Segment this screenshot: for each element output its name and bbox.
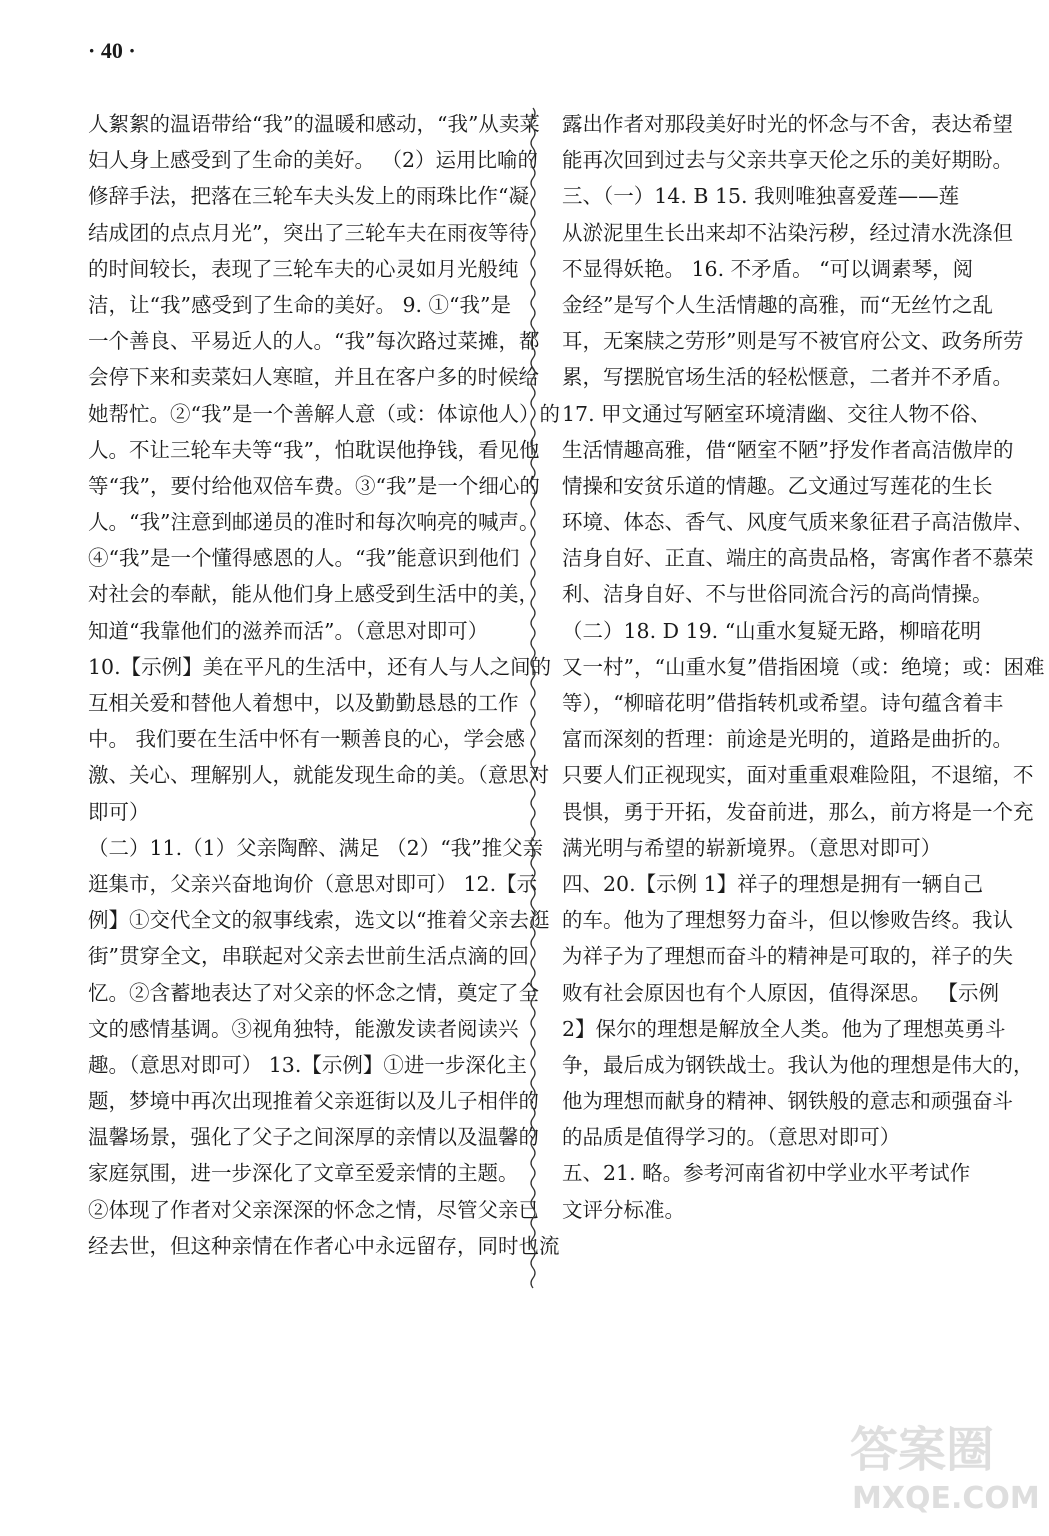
text-line: 败有社会原因也有个人原因，值得深思。 【示例 (562, 980, 1000, 1005)
text-line: 修辞手法，把落在三轮车夫头发上的雨珠比作“凝 (88, 184, 529, 209)
text-line: 的品质是值得学习的。（意思对即可） (562, 1125, 901, 1150)
text-line: 一个善良、平易近人的人。“我”每次路过菜摊，都 (88, 329, 540, 354)
text-line: 累，写摆脱官场生活的轻松惬意，二者并不矛盾。 (562, 365, 1013, 390)
text-line: 满光明与希望的崭新境界。（意思对即可） (562, 835, 942, 860)
watermark-logo-text: 答案圈 (850, 1422, 995, 1478)
text-line: 不显得妖艳。 16. 不矛盾。 “可以调素琴，阅 (562, 256, 974, 281)
text-line: 的时间较长，表现了三轮车夫的心灵如月光般纯 (88, 256, 519, 281)
text-line: 等），“柳暗花明”借指转机或希望。诗句蕴含着丰 (562, 691, 1004, 715)
text-line: 妇人身上感受到了生命的美好。 （2）运用比喻的 (88, 148, 539, 173)
text-line: 露出作者对那段美好时光的怀念与不舍，表达希望 (562, 112, 1013, 136)
text-line: 对社会的奉献，能从他们身上感受到生活中的美， (88, 582, 539, 607)
text-line: 文评分标准。 (562, 1197, 685, 1222)
text-line: 畏惧，勇于开拓，发奋前进，那么，前方将是一个充 (562, 799, 1034, 824)
text-line: 能再次回到过去与父亲共享天伦之乐的美好期盼。 (562, 148, 1013, 173)
text-line: 四、20.【示例 1】祥子的理想是拥有一辆自己 (562, 871, 984, 896)
text-line: 利、洁身自好、不与世俗同流合污的高尚情操。 (562, 582, 993, 607)
text-line: 温馨场景，强化了父子之间深厚的亲情以及温馨的 (88, 1125, 539, 1150)
text-line: 富而深刻的哲理：前途是光明的，道路是曲折的。 (562, 727, 1013, 752)
text-line: 互相关爱和替他人着想中，以及勤勤恳恳的工作 (88, 691, 519, 715)
text-line: 趣。（意思对即可） 13.【示例】①进一步深化主 (88, 1052, 527, 1077)
watermark-url: MXQE.COM (852, 1481, 1040, 1516)
text-line: 她帮忙。②“我”是一个善解人意（或：体谅他人）的 (88, 401, 560, 426)
text-line: 耳，无案牍之劳形”则是写不被官府公文、政务所劳 (562, 329, 1024, 354)
text-line: 知道“我靠他们的滋养而活”。（意思对即可） (88, 618, 489, 643)
text-line: 家庭氛围，进一步深化了文章至爱亲情的主题。 (88, 1161, 519, 1186)
text-line: 10.【示例】美在平凡的生活中，还有人与人之间的 (88, 654, 552, 679)
text-line: 2】保尔的理想是解放全人类。他为了理想英勇斗 (562, 1016, 1006, 1041)
text-line: ④“我”是一个懂得感恩的人。“我”能意识到他们 (88, 546, 520, 571)
text-line: 忆。②含蓄地表达了对父亲的怀念之情，奠定了全 (88, 980, 539, 1005)
text-line: 逛集市，父亲兴奋地询价（意思对即可） 12.【示 (88, 871, 538, 896)
left-column (88, 106, 560, 1264)
text-line: 中。 我们要在生活中怀有一颗善良的心，学会感 (88, 727, 526, 752)
text-line: 金经”是写个人生活情趣的高雅，而“无丝竹之乱 (562, 292, 993, 317)
text-line: 人絮絮的温语带给“我”的温暖和感动，“我”从卖菜 (88, 112, 540, 136)
text-line: 人。“我”注意到邮递员的准时和每次响亮的喊声。 (88, 510, 540, 535)
text-line: 洁，让“我”感受到了生命的美好。 9. ①“我”是 (88, 292, 512, 317)
text-line: 争，最后成为钢铁战士。我认为他的理想是伟大的， (562, 1052, 1034, 1077)
text-line: （二）18. D 19. “山重水复疑无路，柳暗花明 (562, 618, 982, 643)
page-number: · 40 · (88, 38, 136, 63)
text-line: 从淤泥里生长出来却不沾染污秽，经过清水洗涤但 (562, 220, 1013, 245)
text-line: 会停下来和卖菜妇人寒暄，并且在客户多的时候给 (88, 365, 539, 390)
text-line: 结成团的点点月光”，突出了三轮车夫在雨夜等待 (88, 220, 529, 245)
text-line: 的车。他为了理想努力奋斗，但以惨败告终。我认 (562, 908, 1013, 933)
text-line: 文的感情基调。③视角独特，能激发读者阅读兴 (88, 1016, 519, 1041)
text-line: 人。不让三轮车夫等“我”，怕耽误他挣钱，看见他 (88, 437, 540, 462)
text-line: 例】①交代全文的叙事线索，选文以“推着父亲去逛 (88, 908, 550, 933)
text-line: 环境、体态、香气、风度气质来象征君子高洁傲岸、 (562, 510, 1034, 535)
text-line: 洁身自好、正直、端庄的高贵品格，寄寓作者不慕荣 (562, 546, 1034, 571)
text-line: 经去世，但这种亲情在作者心中永远留存，同时也流 (88, 1233, 560, 1258)
text-line: 只要人们正视现实，面对重重艰难险阻，不退缩，不 (562, 763, 1034, 788)
text-line: 生活情趣高雅，借“陋室不陋”抒发作者高洁傲岸的 (562, 437, 1014, 462)
text-line: 即可） (88, 799, 150, 824)
text-line: 他为理想而献身的精神、钢铁般的意志和顽强奋斗 (562, 1089, 1013, 1114)
right-column (562, 106, 1045, 1228)
text-line: 街”贯穿全文，串联起对父亲去世前生活点滴的回 (88, 944, 529, 969)
text-line: 又一村”，“山重水复”借指困境（或：绝境；或：困难 (562, 654, 1045, 679)
wavy-column-divider (527, 108, 539, 1280)
text-line: 三、（一）14. B 15. 我则唯独喜爱莲——莲 (562, 184, 960, 209)
text-line: 题，梦境中再次出现推着父亲逛街以及儿子相伴的 (88, 1089, 539, 1114)
text-line: 17. 甲文通过写陋室环境清幽、交往人物不俗、 (562, 401, 991, 426)
watermark-logo (844, 1408, 1040, 1518)
text-line: 五、21. 略。参考河南省初中学业水平考试作 (562, 1161, 971, 1186)
text-line: 激、关心、理解别人，就能发现生命的美。（意思对 (88, 763, 550, 788)
text-line: ②体现了作者对父亲深深的怀念之情，尽管父亲已 (88, 1197, 539, 1222)
text-line: 为祥子为了理想而奋斗的精神是可取的，祥子的失 (562, 944, 1013, 969)
text-line: 情操和安贫乐道的情趣。乙文通过写莲花的生长 (562, 473, 993, 498)
text-line: 等“我”，要付给他双倍车费。③“我”是一个细心的 (88, 473, 540, 498)
text-line: （二）11.（1）父亲陶醉、满足 （2）“我”推父亲 (88, 835, 544, 860)
